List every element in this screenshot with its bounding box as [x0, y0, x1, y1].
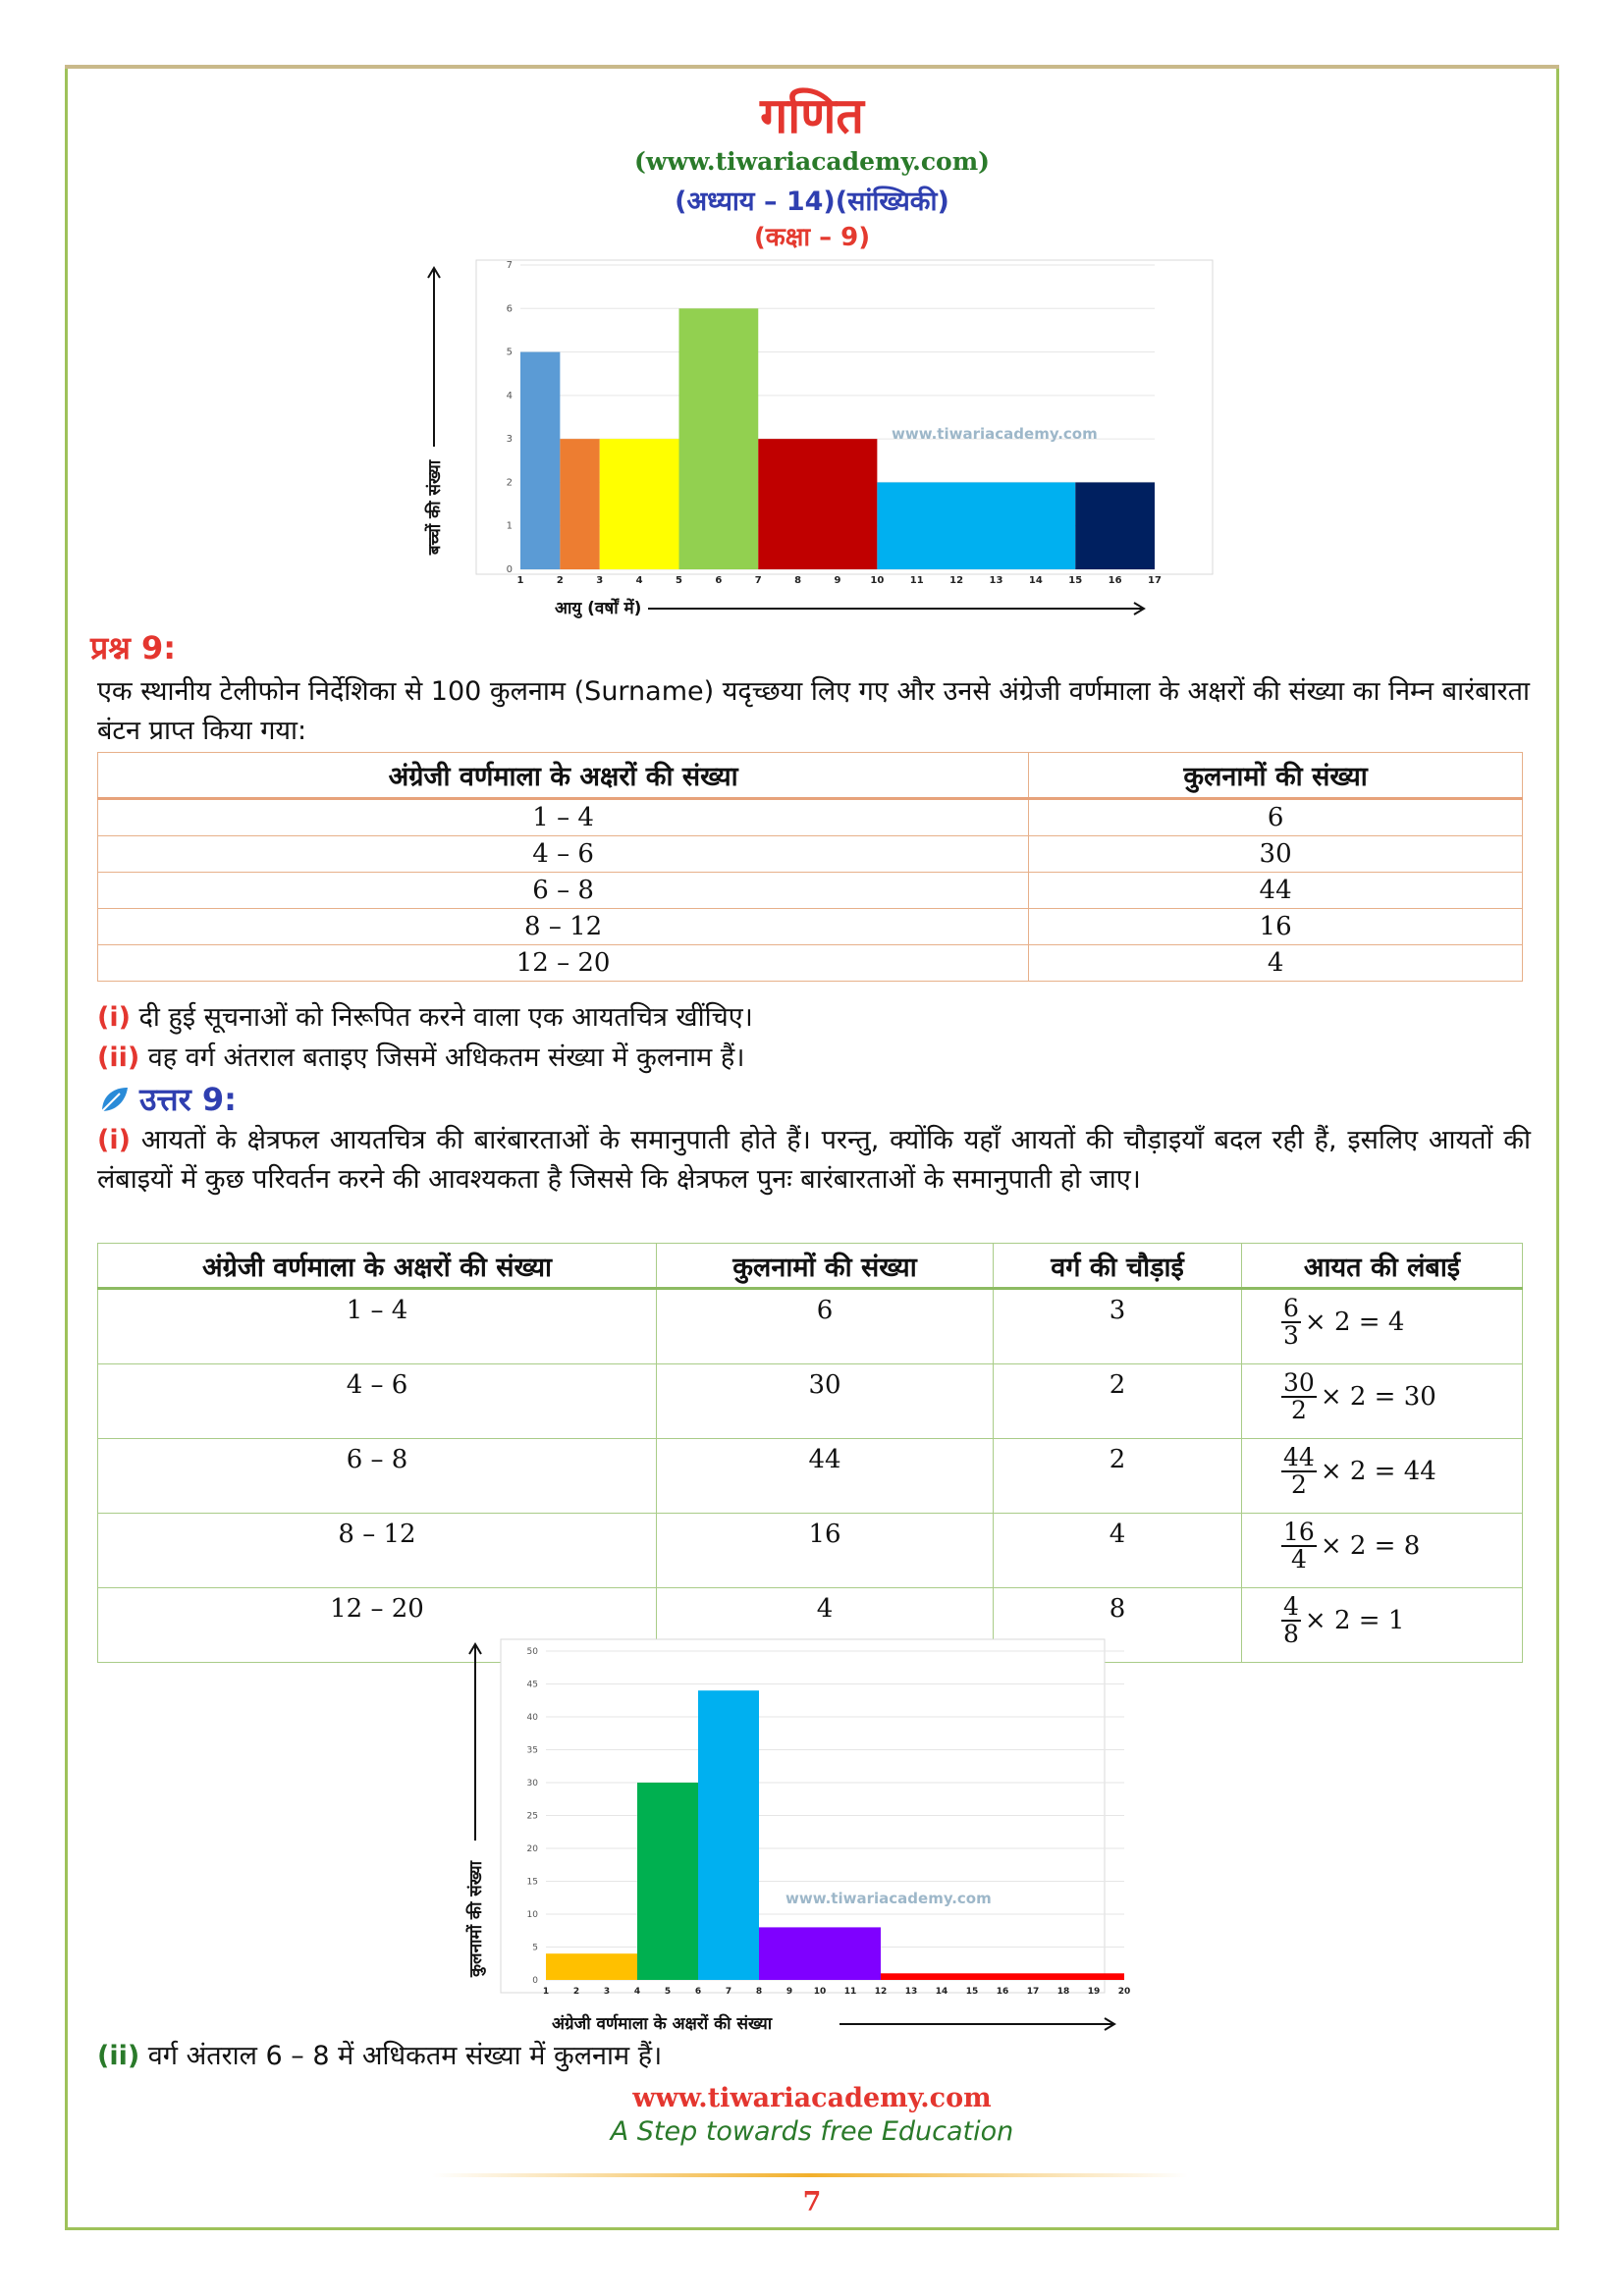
x-tick-label: 3 — [603, 1987, 611, 1997]
part-text: वह वर्ग अंतराल बताइए जिसमें अधिकतम संख्या में कुलनाम हैं। — [147, 1042, 745, 1073]
x-tick-label: 5 — [664, 1987, 672, 1997]
x-tick-label: 13 — [989, 575, 1003, 586]
table-cell: 6 – 8 — [98, 1439, 657, 1514]
fraction-denominator: 2 — [1290, 1396, 1307, 1424]
x-tick-label: 3 — [596, 575, 604, 586]
histogram-bar — [877, 482, 1075, 569]
x-tick-label: 9 — [834, 575, 841, 586]
y-tick-label: 50 — [526, 1647, 538, 1657]
footer-rule — [432, 2173, 1188, 2177]
x-axis-label: आयु (वर्षों में) — [555, 599, 642, 618]
table-cell: 2 — [994, 1364, 1242, 1439]
formula-rest: × 2 = 1 — [1304, 1606, 1405, 1635]
part-label: (i) — [97, 1002, 131, 1033]
answer-heading: उत्तर 9: — [139, 1081, 237, 1118]
answer-part-2 — [97, 2037, 1531, 2076]
x-tick-label: 18 — [1056, 1987, 1070, 1997]
histogram-bar — [881, 1973, 1124, 1980]
fraction — [1281, 1594, 1301, 1647]
fraction-numerator: 30 — [1283, 1368, 1315, 1397]
y-tick-label: 45 — [526, 1680, 538, 1690]
x-tick-label: 8 — [755, 1987, 763, 1997]
histogram-bar — [546, 1953, 637, 1980]
y-tick-label: 15 — [526, 1877, 538, 1888]
x-tick-label: 9 — [785, 1987, 793, 1997]
table-cell: 4 — [994, 1514, 1242, 1588]
y-tick-label: 30 — [526, 1779, 538, 1789]
fraction — [1281, 1296, 1301, 1349]
table-row — [98, 799, 1523, 836]
formula-rest: × 2 = 8 — [1320, 1531, 1421, 1561]
table-cell: 1 – 4 — [98, 1289, 657, 1364]
histogram-bar — [1075, 482, 1155, 569]
answer-heading-row — [98, 1078, 237, 1120]
x-tick-label: 10 — [813, 1987, 827, 1997]
x-tick-label: 1 — [542, 1987, 550, 1997]
y-tick-label: 25 — [526, 1811, 538, 1822]
x-tick-label: 8 — [794, 575, 802, 586]
table-cell: 8 — [994, 1588, 1242, 1663]
formula-rest: × 2 = 30 — [1320, 1382, 1436, 1412]
x-tick-label: 13 — [904, 1987, 918, 1997]
page-top-rule — [65, 65, 1559, 69]
table-row — [98, 909, 1523, 945]
site-link[interactable]: (www.tiwariacademy.com) — [633, 147, 990, 176]
question-table — [97, 752, 1523, 982]
x-tick-label: 11 — [909, 575, 924, 586]
question-text: एक स्थानीय टेलीफोन निर्देशिका से 100 कुलनाम (Surname) यदृच्छया लिए गए और उनसे अंग्रेजी वर्णमाला के अक्षरों की संख्या का निम्न बारंबारता बंटन प्राप्त किया गया: — [97, 676, 1531, 746]
y-tick-label: 1 — [506, 520, 513, 532]
fraction-denominator: 8 — [1283, 1620, 1299, 1648]
y-tick-label: 35 — [526, 1745, 538, 1756]
fraction-denominator: 4 — [1290, 1545, 1307, 1574]
fraction-denominator: 2 — [1290, 1470, 1307, 1499]
table-cell: 4 – 6 — [98, 1364, 657, 1439]
x-tick-label: 6 — [715, 575, 723, 586]
fraction-numerator: 16 — [1283, 1518, 1315, 1546]
y-tick-label: 2 — [506, 477, 513, 489]
table-header: कुलनामों की संख्या — [1029, 753, 1523, 799]
y-tick-label: 0 — [506, 564, 513, 575]
fraction — [1281, 1520, 1317, 1573]
y-tick-label: 7 — [506, 260, 513, 271]
table-cell: 1 – 4 — [98, 799, 1029, 836]
x-tick-label: 1 — [516, 575, 524, 586]
histogram-bar — [520, 352, 560, 569]
table-cell: 8 – 12 — [98, 909, 1029, 945]
histogram-bar — [698, 1690, 759, 1980]
table-row — [98, 1364, 1523, 1439]
x-tick-label: 15 — [1068, 575, 1083, 586]
answer-part-1 — [97, 1121, 1531, 1200]
y-tick-label: 40 — [526, 1713, 538, 1723]
part-label: (ii) — [97, 2041, 140, 2071]
y-tick-label: 5 — [506, 347, 513, 358]
histogram-bar — [759, 1927, 881, 1980]
question-part-2 — [97, 1039, 1531, 1078]
table-cell: 30 — [1029, 836, 1523, 873]
table-header: अंग्रेजी वर्णमाला के अक्षरों की संख्या — [98, 753, 1029, 799]
table-cell: 12 – 20 — [98, 945, 1029, 982]
y-tick-label: 3 — [506, 434, 513, 446]
length-formula-cell — [1242, 1588, 1523, 1663]
x-tick-label: 16 — [996, 1987, 1009, 1997]
x-tick-label: 2 — [572, 1987, 580, 1997]
page-title: गणित — [760, 87, 864, 144]
part-label: (ii) — [97, 1042, 140, 1073]
table-row — [98, 873, 1523, 909]
table-cell: 3 — [994, 1289, 1242, 1364]
x-tick-label: 4 — [635, 575, 643, 586]
table-header: आयत की लंबाई — [1242, 1244, 1523, 1289]
x-tick-label: 14 — [1028, 575, 1043, 586]
x-tick-label: 19 — [1087, 1987, 1101, 1997]
surname-histogram-chart — [442, 1634, 1168, 2047]
x-tick-label: 10 — [870, 575, 885, 586]
table-cell: 12 – 20 — [98, 1588, 657, 1663]
table-row — [98, 836, 1523, 873]
table-cell: 6 – 8 — [98, 873, 1029, 909]
x-tick-label: 17 — [1148, 575, 1162, 586]
chart-watermark: www.tiwariacademy.com — [892, 425, 1098, 443]
class-label: (कक्षा – 9) — [753, 223, 871, 252]
y-axis-label: कुलनामों की संख्या — [466, 1861, 486, 1977]
age-histogram-chart — [412, 250, 1218, 628]
table-row — [98, 1439, 1523, 1514]
fraction-numerator: 44 — [1283, 1443, 1315, 1471]
page-number: 7 — [802, 2187, 822, 2217]
table-cell: 44 — [657, 1439, 994, 1514]
fraction — [1281, 1445, 1317, 1498]
histogram-bar — [600, 439, 679, 569]
formula-rest: × 2 = 44 — [1320, 1457, 1436, 1486]
table-header: अंग्रेजी वर्णमाला के अक्षरों की संख्या — [98, 1244, 657, 1289]
table-row — [98, 1289, 1523, 1364]
x-tick-label: 11 — [843, 1987, 857, 1997]
histogram-bar — [679, 308, 759, 569]
table-header: कुलनामों की संख्या — [657, 1244, 994, 1289]
y-tick-label: 10 — [526, 1910, 538, 1920]
histogram-bar — [560, 439, 599, 569]
table-cell: 16 — [1029, 909, 1523, 945]
question-heading: प्रश्न 9: — [90, 629, 177, 667]
x-tick-label: 5 — [676, 575, 682, 586]
y-tick-label: 4 — [506, 390, 513, 401]
x-tick-label: 17 — [1026, 1987, 1040, 1997]
x-tick-label: 7 — [725, 1987, 732, 1997]
leaf-icon — [98, 1084, 130, 1115]
table-cell: 2 — [994, 1439, 1242, 1514]
x-tick-label: 6 — [694, 1987, 702, 1997]
length-formula-cell — [1242, 1364, 1523, 1439]
x-tick-label: 20 — [1117, 1987, 1131, 1997]
table-cell: 8 – 12 — [98, 1514, 657, 1588]
fraction-numerator: 4 — [1283, 1592, 1299, 1621]
length-formula-cell — [1242, 1514, 1523, 1588]
y-tick-label: 0 — [532, 1976, 538, 1986]
table-row — [98, 1514, 1523, 1588]
histogram-bar — [758, 439, 877, 569]
part-label: (i) — [97, 1125, 131, 1155]
table-header: वर्ग की चौड़ाई — [994, 1244, 1242, 1289]
histogram-bar — [637, 1783, 698, 1980]
x-tick-label: 12 — [874, 1987, 888, 1997]
footer-tagline: A Step towards free Education — [610, 2116, 1014, 2147]
x-tick-label: 12 — [949, 575, 964, 586]
table-cell: 6 — [1029, 799, 1523, 836]
table-row — [98, 945, 1523, 982]
table-cell: 6 — [657, 1289, 994, 1364]
table-cell: 44 — [1029, 873, 1523, 909]
chart-watermark: www.tiwariacademy.com — [785, 1890, 992, 1907]
table-cell: 30 — [657, 1364, 994, 1439]
footer-site-link[interactable]: www.tiwariacademy.com — [632, 2083, 992, 2113]
x-tick-label: 7 — [754, 575, 762, 586]
y-axis-label: बच्चों की संख्या — [425, 459, 445, 556]
fraction — [1281, 1370, 1317, 1423]
table-cell: 4 – 6 — [98, 836, 1029, 873]
y-tick-label: 6 — [506, 303, 513, 315]
part-text: वर्ग अंतराल 6 – 8 में अधिकतम संख्या में कुलनाम हैं। — [147, 2041, 663, 2071]
y-tick-label: 20 — [526, 1844, 538, 1854]
table-cell: 4 — [657, 1588, 994, 1663]
fraction-numerator: 6 — [1283, 1294, 1299, 1322]
x-tick-label: 14 — [935, 1987, 948, 1997]
part-text: आयतों के क्षेत्रफल आयतचित्र की बारंबारताओं के समानुपाती होते हैं। परन्तु, क्योंकि यहाँ आयतों की चौड़ाइयाँ बदल रही हैं, इसलिए आयतों की लंबाइयों में कुछ परिवर्तन करने की आवश्यकता है जिससे कि क्षेत्रफल पुनः बारंबारताओं के समानुपाती हो जाए। — [97, 1125, 1531, 1195]
answer-table — [97, 1243, 1523, 1663]
y-tick-label: 5 — [532, 1943, 538, 1953]
question-part-1 — [97, 998, 1531, 1038]
length-formula-cell — [1242, 1289, 1523, 1364]
part-text: दी हुई सूचनाओं को निरूपित करने वाला एक आयतचित्र खींचिए। — [138, 1002, 753, 1033]
table-cell: 4 — [1029, 945, 1523, 982]
chapter-label: (अध्याय – 14)(सांख्यिकी) — [675, 187, 949, 217]
x-tick-label: 4 — [633, 1987, 641, 1997]
x-tick-label: 15 — [965, 1987, 979, 1997]
length-formula-cell — [1242, 1439, 1523, 1514]
x-tick-label: 2 — [556, 575, 564, 586]
formula-rest: × 2 = 4 — [1304, 1308, 1405, 1337]
x-axis-label: अंग्रेजी वर्णमाला के अक्षरों की संख्या — [552, 2014, 773, 2034]
x-tick-label: 16 — [1108, 575, 1122, 586]
fraction-denominator: 3 — [1283, 1321, 1299, 1350]
table-cell: 16 — [657, 1514, 994, 1588]
